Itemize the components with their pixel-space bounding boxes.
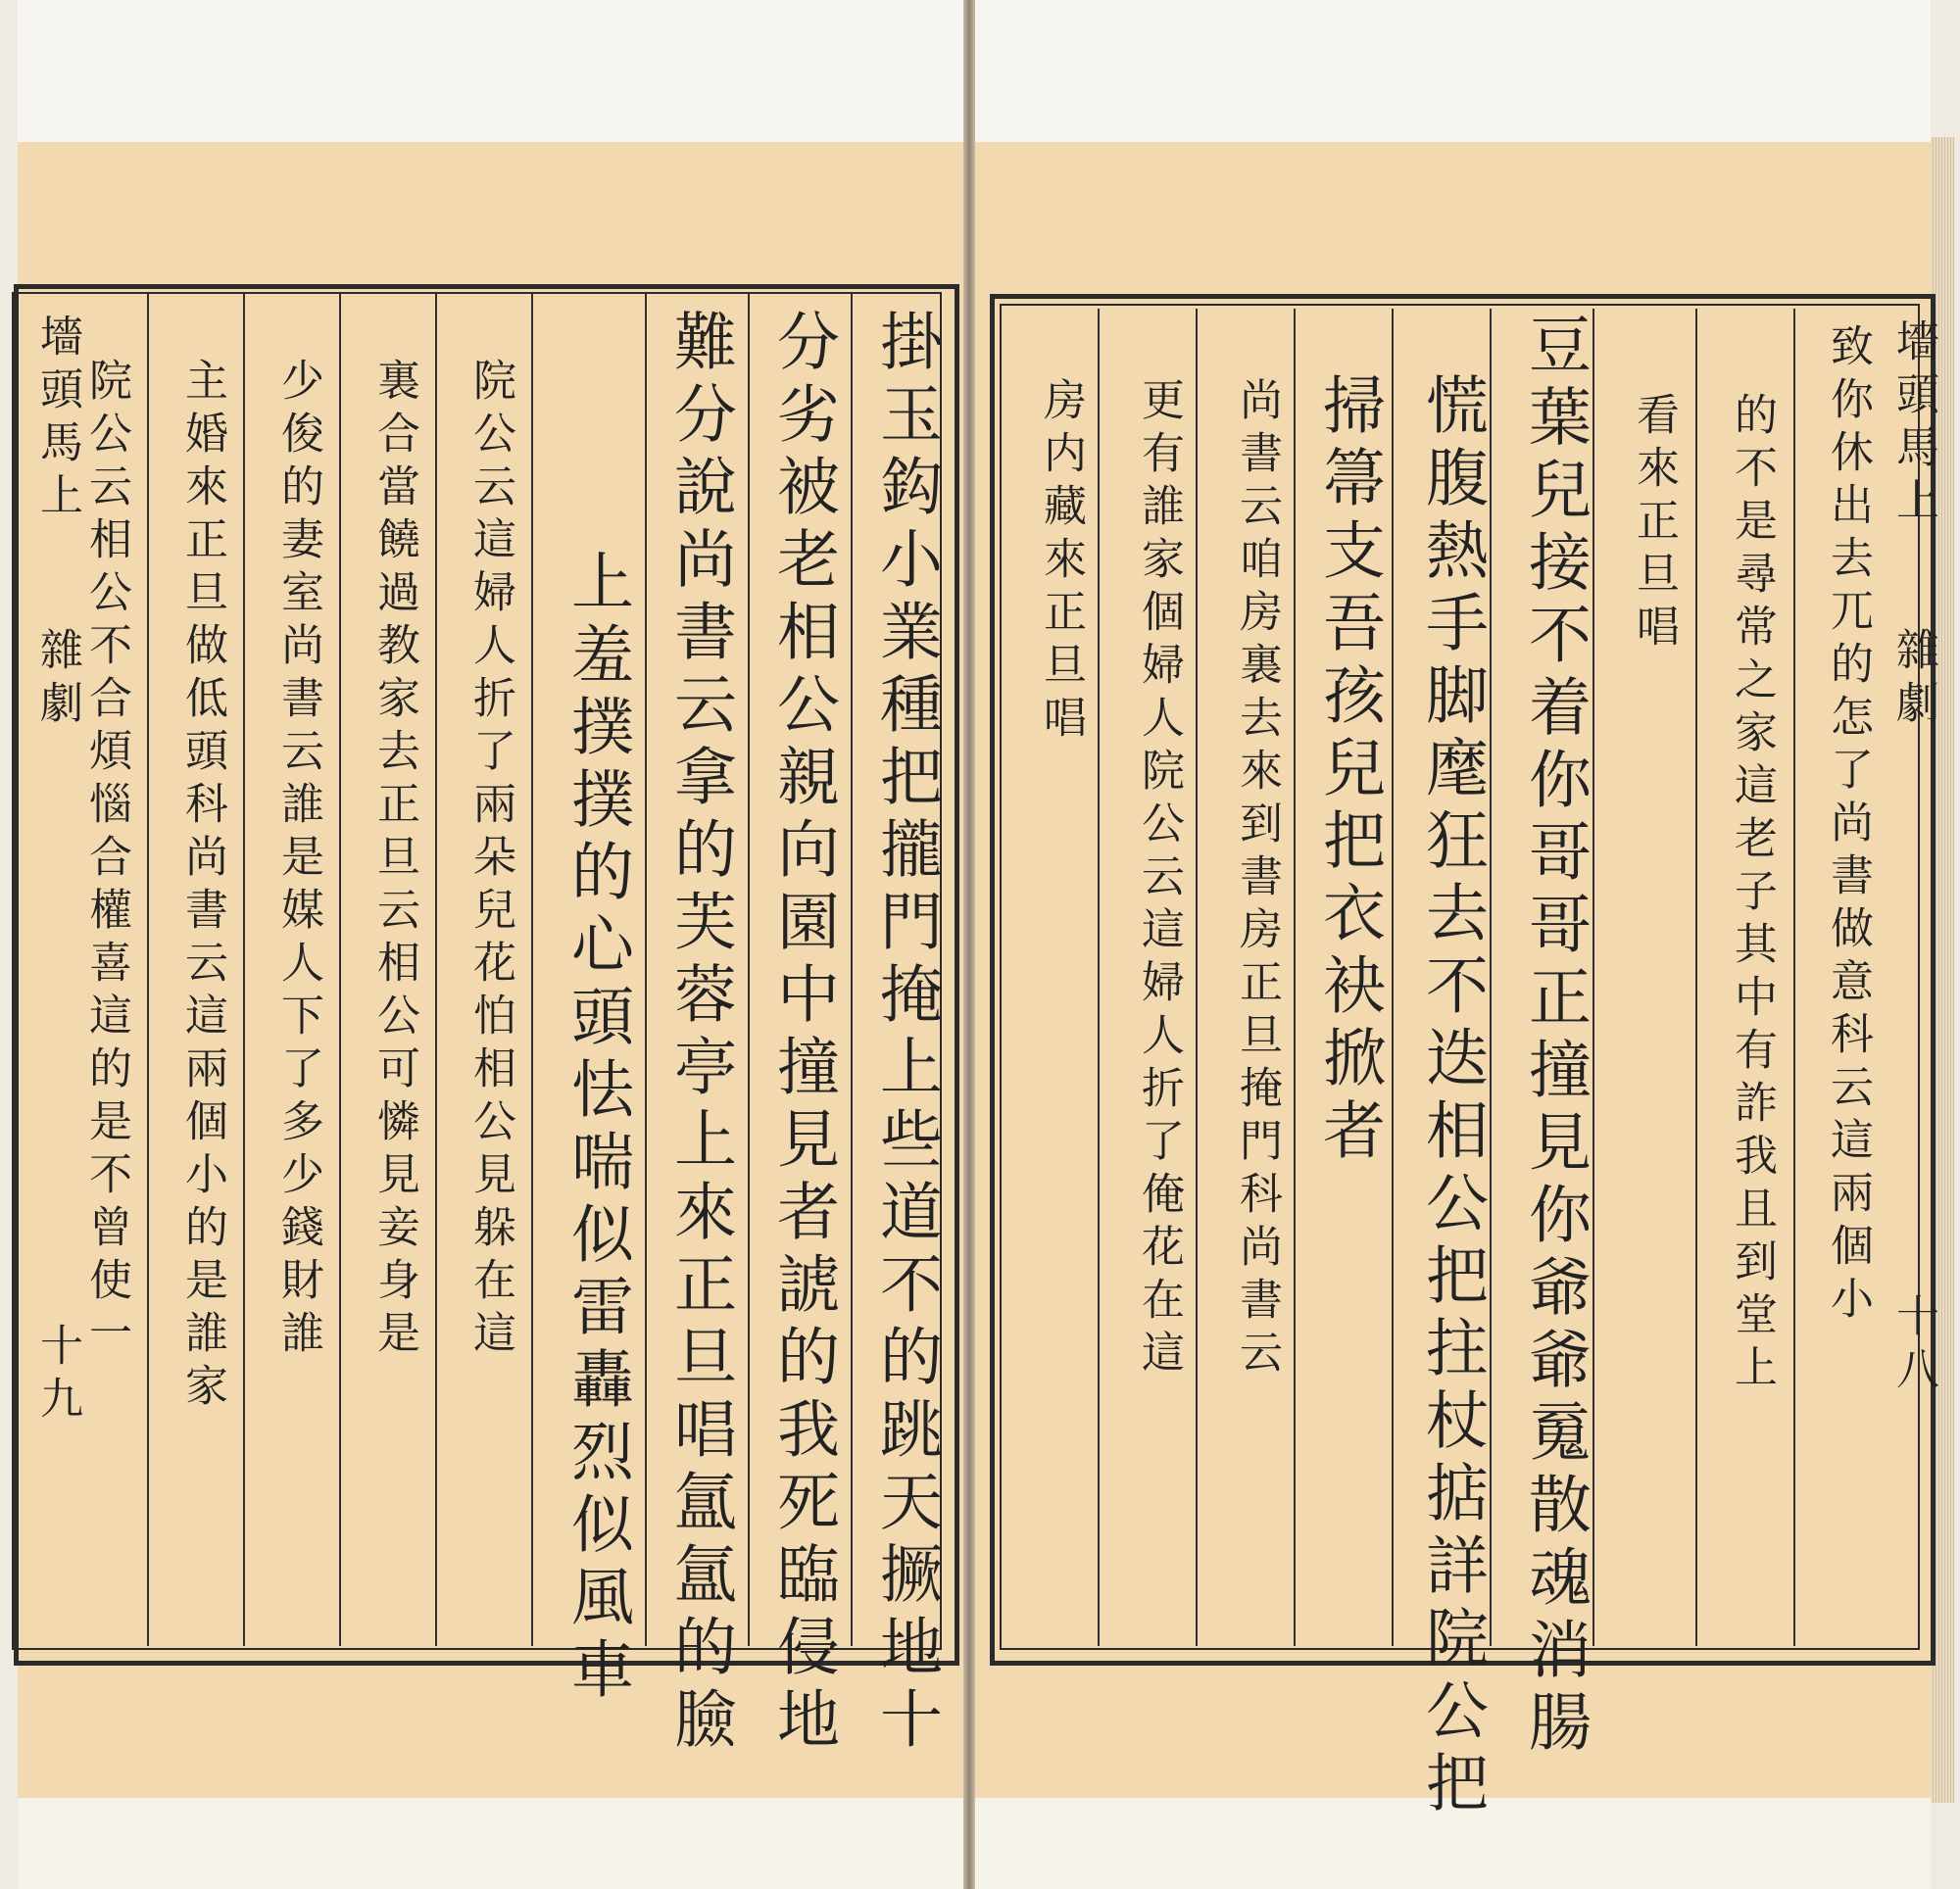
left-rule-5	[531, 294, 533, 1646]
right-rule-3	[1294, 309, 1296, 1646]
left-column-7: 少俊的妻室尚書云誰是媒人下了多少錢財誰	[273, 358, 323, 1363]
right-center-title: 墻頭馬上	[1888, 318, 1938, 530]
left-column-5: 院公云這婦人折了兩朵兒花怕相公見躲在這	[466, 358, 515, 1363]
right-column-1: 致你休出去兀的怎了尚書做意科云這兩個小	[1823, 323, 1873, 1329]
left-folio-number: 十九	[32, 1323, 82, 1429]
right-rule-1	[1098, 309, 1100, 1646]
right-column-5: 慌腹熱手脚麾狂去不迭相公把拄杖掂詳院公把	[1415, 372, 1488, 1822]
right-rule-7	[1695, 309, 1697, 1646]
right-column-9: 房内藏來正旦唱	[1036, 377, 1086, 748]
left-column-9: 院公云相公不合煩惱合權喜這的是不曾使一	[81, 358, 131, 1363]
left-column-4: 上羞撲撲的心頭怯喘似雷轟烈似風車	[561, 549, 633, 1709]
right-column-8: 更有誰家個婦人院公云這婦人折了俺花在這	[1134, 377, 1184, 1382]
right-rule-8	[1793, 309, 1795, 1646]
book-gutter	[963, 0, 975, 1889]
left-column-3: 難分說尚書云拿的芙蓉亭上來正旦唱氲氲的臉	[663, 309, 736, 1759]
right-page	[975, 0, 1938, 1889]
right-column-7: 尚書云咱房裏去來到書房正旦掩門科尚書云	[1232, 377, 1282, 1382]
left-column-1: 掛玉鈎小業種把攏門掩上些道不的跳天撅地十	[869, 309, 942, 1759]
right-column-3: 看來正旦唱	[1629, 392, 1679, 656]
left-rule-1	[147, 294, 149, 1646]
left-rule-8	[851, 294, 853, 1646]
left-column-8: 主婚來正旦做低頭科尚書云這兩個小的是誰家	[177, 358, 227, 1416]
left-center-section: 雜劇	[32, 627, 82, 733]
right-center-section: 雜劇	[1888, 627, 1938, 733]
right-rule-2	[1196, 309, 1198, 1646]
left-center-title: 墻頭馬上	[32, 314, 82, 525]
left-column-6: 裏合當饒過教家去正旦云相公可憐見妾身是	[369, 358, 419, 1363]
right-column-2: 的不是尋常之家這老子其中有詐我且到堂上	[1727, 392, 1777, 1397]
left-rule-2	[243, 294, 245, 1646]
right-folio-number: 十八	[1888, 1293, 1938, 1399]
left-page	[18, 0, 963, 1889]
left-rule-7	[748, 294, 750, 1646]
right-column-4: 豆葉兒接不着你哥哥正撞見你爺爺䰟散魂消腸	[1518, 312, 1591, 1762]
left-rule-4	[435, 294, 437, 1646]
left-rule-6	[645, 294, 647, 1646]
left-rule-3	[339, 294, 341, 1646]
left-column-2: 分劣被老相公親向園中撞見者諕的我死臨侵地	[766, 309, 839, 1759]
right-column-6: 掃箒支吾孩兒把衣袂掀者	[1312, 372, 1385, 1170]
